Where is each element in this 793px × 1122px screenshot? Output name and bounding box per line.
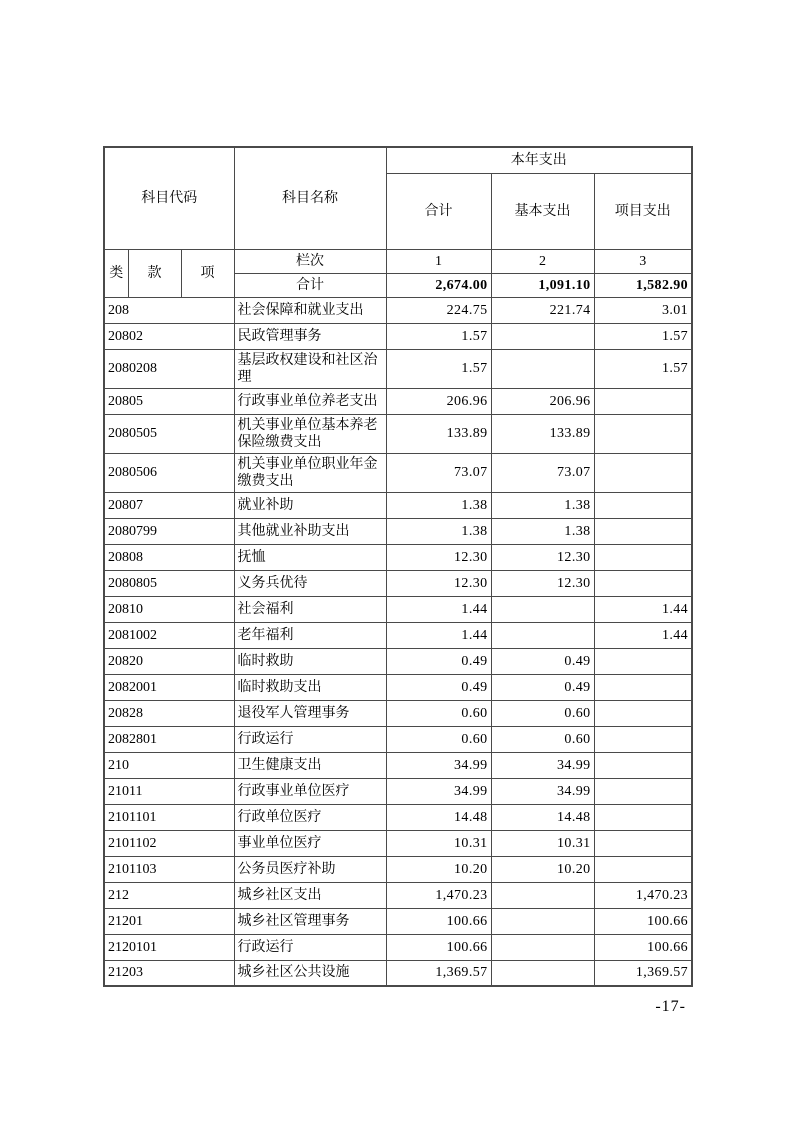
subject-code-cell: 2101103 <box>104 856 234 882</box>
table-row <box>104 804 692 830</box>
subject-name-cell: 行政运行 <box>234 726 386 752</box>
total-value-cell: 12.30 <box>386 544 491 570</box>
project-expenditure-cell <box>594 674 692 700</box>
project-expenditure-cell <box>594 752 692 778</box>
subject-code-cell: 20828 <box>104 700 234 726</box>
basic-expenditure-cell: 1.38 <box>491 492 594 518</box>
subject-code-cell: 2101101 <box>104 804 234 830</box>
column-number-2: 2 <box>491 249 594 273</box>
project-expenditure-cell: 1.44 <box>594 596 692 622</box>
table-row <box>104 518 692 544</box>
basic-expenditure-cell: 221.74 <box>491 297 594 323</box>
header-item: 项 <box>181 249 234 297</box>
grand-total-project: 1,582.90 <box>594 273 692 297</box>
basic-expenditure-cell: 10.20 <box>491 856 594 882</box>
table-row <box>104 830 692 856</box>
subject-code-cell: 20810 <box>104 596 234 622</box>
project-expenditure-cell: 1.57 <box>594 323 692 349</box>
total-value-cell: 0.60 <box>386 726 491 752</box>
total-value-cell: 1.44 <box>386 596 491 622</box>
subject-name-cell: 其他就业补助支出 <box>234 518 386 544</box>
subject-name-cell: 城乡社区管理事务 <box>234 908 386 934</box>
subject-name-cell: 就业补助 <box>234 492 386 518</box>
page-number: -17- <box>655 998 686 1015</box>
subject-code-cell: 2080506 <box>104 453 234 492</box>
subject-name-cell: 基层政权建设和社区治理 <box>234 349 386 388</box>
header-column-index-label: 栏次 <box>234 249 386 273</box>
subject-code-cell: 21203 <box>104 960 234 986</box>
total-value-cell: 1.38 <box>386 492 491 518</box>
subject-code-cell: 2081002 <box>104 622 234 648</box>
subject-code-cell: 2080799 <box>104 518 234 544</box>
project-expenditure-cell <box>594 830 692 856</box>
project-expenditure-cell <box>594 388 692 414</box>
subject-name-cell: 行政运行 <box>234 934 386 960</box>
table-row <box>104 570 692 596</box>
project-expenditure-cell: 100.66 <box>594 908 692 934</box>
subject-name-cell: 义务兵优待 <box>234 570 386 596</box>
basic-expenditure-cell: 12.30 <box>491 570 594 596</box>
basic-expenditure-cell: 12.30 <box>491 544 594 570</box>
total-value-cell: 1,369.57 <box>386 960 491 986</box>
column-number-1: 1 <box>386 249 491 273</box>
header-row-column-index <box>104 249 692 273</box>
total-value-cell: 133.89 <box>386 414 491 453</box>
basic-expenditure-cell <box>491 882 594 908</box>
header-subject-code: 科目代码 <box>104 147 234 249</box>
subject-name-cell: 老年福利 <box>234 622 386 648</box>
header-col-project-expenditure: 项目支出 <box>594 173 692 249</box>
subject-code-cell: 20807 <box>104 492 234 518</box>
subject-code-cell: 21201 <box>104 908 234 934</box>
subject-name-cell: 卫生健康支出 <box>234 752 386 778</box>
total-value-cell: 1,470.23 <box>386 882 491 908</box>
total-value-cell: 1.38 <box>386 518 491 544</box>
table-row <box>104 752 692 778</box>
total-value-cell: 1.57 <box>386 323 491 349</box>
project-expenditure-cell: 1.44 <box>594 622 692 648</box>
subject-code-cell: 210 <box>104 752 234 778</box>
subject-code-cell: 2080208 <box>104 349 234 388</box>
project-expenditure-cell: 100.66 <box>594 934 692 960</box>
total-value-cell: 0.60 <box>386 700 491 726</box>
basic-expenditure-cell: 73.07 <box>491 453 594 492</box>
basic-expenditure-cell: 0.60 <box>491 700 594 726</box>
total-value-cell: 100.66 <box>386 934 491 960</box>
basic-expenditure-cell: 34.99 <box>491 778 594 804</box>
total-value-cell: 1.57 <box>386 349 491 388</box>
subject-name-cell: 行政事业单位医疗 <box>234 778 386 804</box>
project-expenditure-cell <box>594 544 692 570</box>
subject-code-cell: 20802 <box>104 323 234 349</box>
subject-code-cell: 20805 <box>104 388 234 414</box>
total-value-cell: 206.96 <box>386 388 491 414</box>
subject-name-cell: 临时救助 <box>234 648 386 674</box>
subject-name-cell: 城乡社区支出 <box>234 882 386 908</box>
table-row <box>104 700 692 726</box>
table-row <box>104 492 692 518</box>
table-row <box>104 960 692 986</box>
subject-code-cell: 20820 <box>104 648 234 674</box>
table-row <box>104 648 692 674</box>
subject-code-cell: 2082001 <box>104 674 234 700</box>
project-expenditure-cell <box>594 726 692 752</box>
header-col-total: 合计 <box>386 173 491 249</box>
project-expenditure-cell <box>594 414 692 453</box>
basic-expenditure-cell: 1.38 <box>491 518 594 544</box>
grand-total-basic: 1,091.10 <box>491 273 594 297</box>
table-row <box>104 596 692 622</box>
project-expenditure-cell <box>594 856 692 882</box>
total-value-cell: 10.20 <box>386 856 491 882</box>
total-value-cell: 73.07 <box>386 453 491 492</box>
project-expenditure-cell <box>594 648 692 674</box>
header-section: 款 <box>128 249 181 297</box>
table-row <box>104 297 692 323</box>
header-col-basic-expenditure: 基本支出 <box>491 173 594 249</box>
subject-code-cell: 2082801 <box>104 726 234 752</box>
project-expenditure-cell <box>594 804 692 830</box>
subject-name-cell: 事业单位医疗 <box>234 830 386 856</box>
basic-expenditure-cell: 0.60 <box>491 726 594 752</box>
basic-expenditure-cell <box>491 596 594 622</box>
subject-code-cell: 2080805 <box>104 570 234 596</box>
subject-name-cell: 行政事业单位养老支出 <box>234 388 386 414</box>
basic-expenditure-cell: 34.99 <box>491 752 594 778</box>
basic-expenditure-cell: 14.48 <box>491 804 594 830</box>
subject-name-cell: 临时救助支出 <box>234 674 386 700</box>
table-row <box>104 726 692 752</box>
total-value-cell: 34.99 <box>386 752 491 778</box>
subject-name-cell: 机关事业单位职业年金缴费支出 <box>234 453 386 492</box>
subject-code-cell: 208 <box>104 297 234 323</box>
grand-total-label: 合计 <box>234 273 386 297</box>
project-expenditure-cell: 1.57 <box>594 349 692 388</box>
total-value-cell: 12.30 <box>386 570 491 596</box>
subject-code-cell: 2120101 <box>104 934 234 960</box>
header-current-year-expenditure: 本年支出 <box>386 147 692 173</box>
basic-expenditure-cell <box>491 622 594 648</box>
total-value-cell: 0.49 <box>386 648 491 674</box>
subject-name-cell: 民政管理事务 <box>234 323 386 349</box>
total-value-cell: 14.48 <box>386 804 491 830</box>
project-expenditure-cell <box>594 700 692 726</box>
header-row-top <box>104 147 692 173</box>
table-row <box>104 414 692 453</box>
basic-expenditure-cell: 0.49 <box>491 674 594 700</box>
subject-code-cell: 21011 <box>104 778 234 804</box>
basic-expenditure-cell: 206.96 <box>491 388 594 414</box>
subject-name-cell: 退役军人管理事务 <box>234 700 386 726</box>
project-expenditure-cell <box>594 778 692 804</box>
total-value-cell: 100.66 <box>386 908 491 934</box>
subject-code-cell: 212 <box>104 882 234 908</box>
basic-expenditure-cell: 0.49 <box>491 648 594 674</box>
table-row <box>104 323 692 349</box>
subject-name-cell: 公务员医疗补助 <box>234 856 386 882</box>
project-expenditure-cell: 1,470.23 <box>594 882 692 908</box>
subject-name-cell: 抚恤 <box>234 544 386 570</box>
total-value-cell: 0.49 <box>386 674 491 700</box>
subject-name-cell: 机关事业单位基本养老保险缴费支出 <box>234 414 386 453</box>
project-expenditure-cell <box>594 453 692 492</box>
table-body <box>104 297 692 986</box>
subject-name-cell: 行政单位医疗 <box>234 804 386 830</box>
basic-expenditure-cell: 133.89 <box>491 414 594 453</box>
table-row <box>104 349 692 388</box>
table-row <box>104 934 692 960</box>
table-row <box>104 908 692 934</box>
table-row <box>104 674 692 700</box>
table-row <box>104 622 692 648</box>
grand-total-total: 2,674.00 <box>386 273 491 297</box>
project-expenditure-cell: 3.01 <box>594 297 692 323</box>
subject-code-cell: 2080505 <box>104 414 234 453</box>
subject-code-cell: 2101102 <box>104 830 234 856</box>
basic-expenditure-cell <box>491 934 594 960</box>
subject-name-cell: 社会福利 <box>234 596 386 622</box>
basic-expenditure-cell <box>491 323 594 349</box>
total-value-cell: 1.44 <box>386 622 491 648</box>
subject-code-cell: 20808 <box>104 544 234 570</box>
subject-name-cell: 社会保障和就业支出 <box>234 297 386 323</box>
basic-expenditure-cell <box>491 908 594 934</box>
table-row <box>104 882 692 908</box>
subject-name-cell: 城乡社区公共设施 <box>234 960 386 986</box>
basic-expenditure-cell <box>491 349 594 388</box>
column-number-3: 3 <box>594 249 692 273</box>
table-row <box>104 544 692 570</box>
table-header-block <box>104 147 692 297</box>
project-expenditure-cell <box>594 518 692 544</box>
total-value-cell: 10.31 <box>386 830 491 856</box>
budget-expenditure-table <box>103 146 693 987</box>
project-expenditure-cell <box>594 570 692 596</box>
table-row <box>104 388 692 414</box>
header-category: 类 <box>104 249 128 297</box>
total-value-cell: 224.75 <box>386 297 491 323</box>
table-row <box>104 453 692 492</box>
project-expenditure-cell <box>594 492 692 518</box>
header-subject-name: 科目名称 <box>234 147 386 249</box>
table-row <box>104 778 692 804</box>
total-value-cell: 34.99 <box>386 778 491 804</box>
basic-expenditure-cell: 10.31 <box>491 830 594 856</box>
project-expenditure-cell: 1,369.57 <box>594 960 692 986</box>
table-row <box>104 856 692 882</box>
basic-expenditure-cell <box>491 960 594 986</box>
